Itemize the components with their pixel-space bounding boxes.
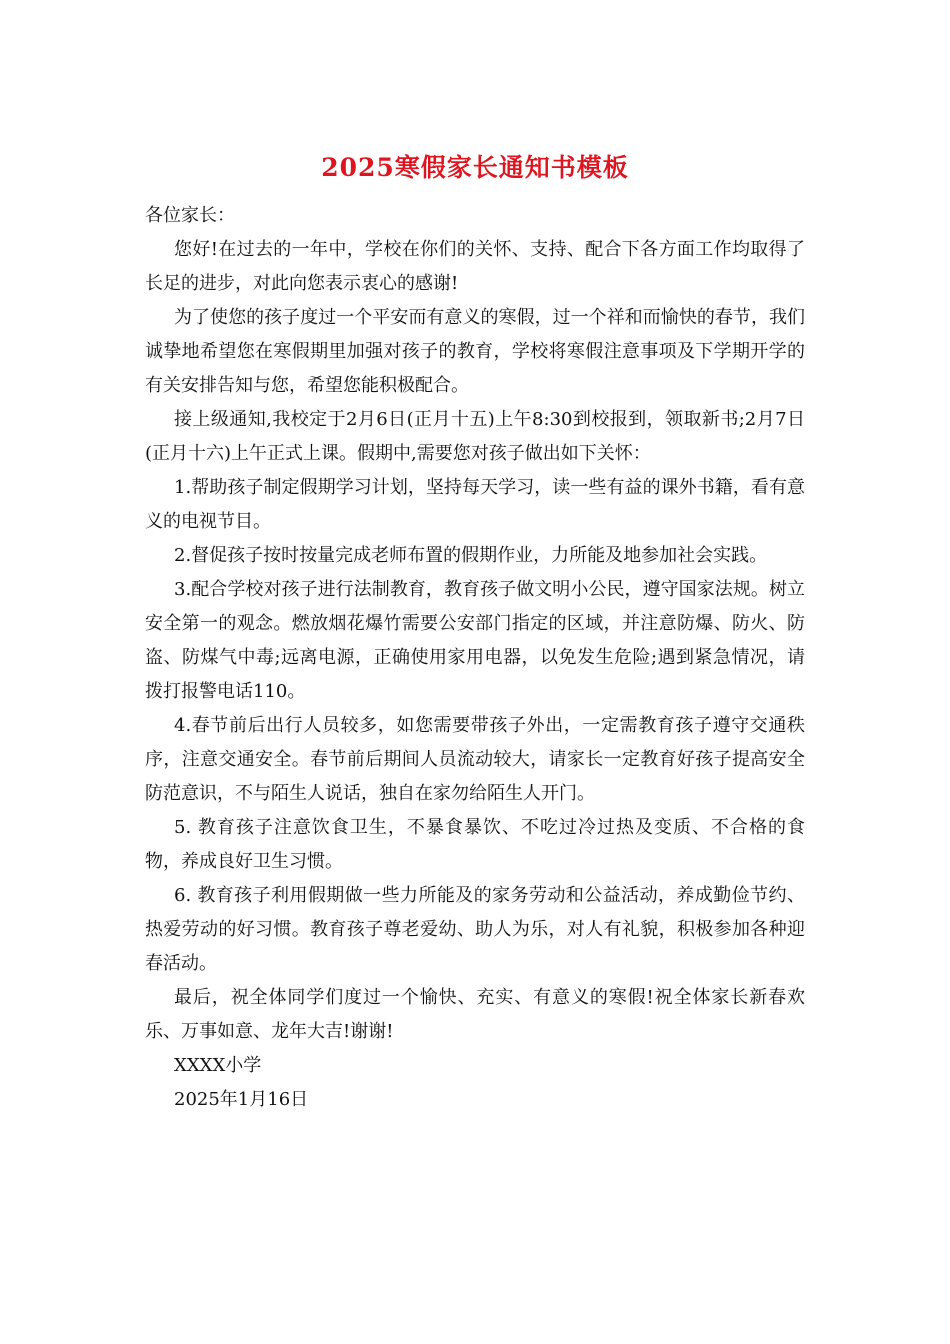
paragraph-greeting: 您好!在过去的一年中，学校在你们的关怀、支持、配合下各方面工作均取得了长足的进步，对此向您表示衷心的感谢! <box>145 239 805 294</box>
list-item-safety: 3.配合学校对孩子进行法制教育，教育孩子做文明小公民，遵守国家法规。树立安全第一的观念。燃放烟花爆竹需要公安部门指定的区域，并注意防爆、防火、防盗、防煤气中毒;远离电源，正确使用家用电器，以免发生危险;遇到紧急情况，请拨打报警电话110。 <box>145 579 805 702</box>
document-body <box>145 199 805 1117</box>
signature-date: 2025年1月16日 <box>174 1089 309 1110</box>
list-item-hygiene: 5. 教育孩子注意饮食卫生，不暴食暴饮、不吃过冷过热及变质、不合格的食物，养成良好卫生习惯。 <box>145 817 805 872</box>
list-item-chores: 6. 教育孩子利用假期做一些力所能及的家务劳动和公益活动，养成勤俭节约、热爱劳动的好习惯。教育孩子尊老爱幼、助人为乐，对人有礼貌，积极参加各种迎春活动。 <box>145 885 805 974</box>
paragraph-closing: 最后，祝全体同学们度过一个愉快、充实、有意义的寒假!祝全体家长新春欢乐、万事如意、龙年大吉!谢谢! <box>145 987 805 1042</box>
document-title: 2025寒假家长通知书模板 <box>321 153 629 182</box>
paragraph-schedule: 接上级通知,我校定于2月6日(正月十五)上午8:30到校报到，领取新书;2月7日(正月十六)上午正式上课。假期中,需要您对孩子做出如下关怀： <box>145 409 805 464</box>
paragraph-purpose: 为了使您的孩子度过一个平安而有意义的寒假，过一个祥和而愉快的春节，我们诚挚地希望您在寒假期里加强对孩子的教育，学校将寒假注意事项及下学期开学的有关安排告知与您，希望您能积极配合。 <box>145 307 805 396</box>
salutation: 各位家长： <box>145 205 235 226</box>
list-item-study-plan: 1.帮助孩子制定假期学习计划，坚持每天学习，读一些有益的课外书籍，看有意义的电视节目。 <box>145 477 805 532</box>
list-item-homework: 2.督促孩子按时按量完成老师布置的假期作业，力所能及地参加社会实践。 <box>174 545 768 566</box>
list-item-travel: 4.春节前后出行人员较多，如您需要带孩子外出，一定需教育孩子遵守交通秩序，注意交通安全。春节前后期间人员流动较大，请家长一定教育好孩子提高安全防范意识，不与陌生人说话，独自在家勿给陌生人开门。 <box>145 715 805 804</box>
signature-school: XXXX小学 <box>174 1055 262 1076</box>
